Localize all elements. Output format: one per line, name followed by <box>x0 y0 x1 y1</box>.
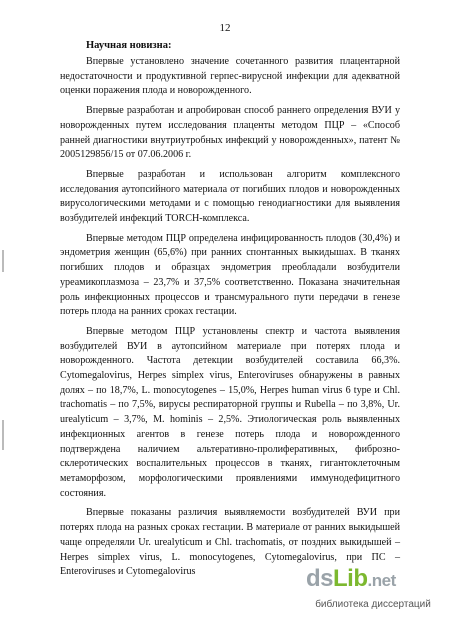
dslib-subtitle: библиотека диссертаций <box>315 599 431 610</box>
paragraph-3: Впервые разработан и использован алгоритм комплексного исследования аутопсийного материала от погибших плодов и новорожденных вирусологическими методами и с помощью генодиагностики для выявления возбудителей инфекций TORCH-комплекса. <box>60 168 400 225</box>
section-heading: Научная новизна: <box>86 40 172 51</box>
paragraph-1: Впервые установлено значение сочетанного развития плацентарной недостаточности и продуктивной герпес-вирусной инфекции для адекватной оценки поражения плода и новорожденного. <box>60 56 400 97</box>
paragraph-2: Впервые разработан и апробирован способ раннего определения ВУИ у новорожденных путем исследования плаценты методом ПЦР – «Способ ранней диагностики внутриутробных инфекций у новорожденных», патент № 2005129856/15 от 07.06.2006 г. <box>60 105 400 161</box>
paragraph-5: Впервые методом ПЦР установлены спектр и частота выявления возбудителей ВУИ в аутопсийном материале при потерях плода и новорожденного. Частота детекции возбудителей составила 66,3%. Cytomegalovirus, Herpes simplex virus, Enteroviruses обнаружены в равных долях – по 18,7%, L. monocytogenes – 15,0%, Herpes human virus 6 type и Chl. trachomatis – по 7,5%, вирусы респираторной группы и Rubella – по 3,8%, Ur. urealyticum – 3,7%, M. hominis – 2,5%. Этиологическая роль выявленных инфекционных агентов в генезе потерь плода и новорожденного подтверждена наличием альтеративно-пролиферативных, фиброзно-склеротических воспалительных процессов в тканях, гигантоклеточным метаморфозом, морфологическими проявлениями иммунодефицитного состояния. <box>60 325 400 499</box>
document-body <box>60 40 400 585</box>
scan-edge-mark <box>2 250 4 272</box>
scan-edge-mark <box>2 420 4 450</box>
dslib-watermark[interactable] <box>298 563 448 615</box>
paragraph-4: Впервые методом ПЦР определена инфицированность плодов (30,4%) и эндометрия женщин (65,6%) при ранних спонтанных выкидышах. В тканях погибших плодов и образцах эндометрия преобладали возбудители уреамикоплазмоза – 23,7% и 37,5% соответственно. Показана значительная роль инфекционных процессов и трансмурального пути передачи в генезе потерь плода на ранних сроках гестации. <box>60 232 400 318</box>
page-number: 12 <box>219 22 231 34</box>
paragraph-6: Впервые показаны различия выявляемости возбудителей ВУИ при потерях плода на разных сроках гестации. В материале от ранних выкидышей чаще определяли Ur. urealyticum и Chl. trachomatis, от поздних выкидышей – Herpes simplex virus, L. monocytogenes, Cytomegalovirus, при ПС – Enteroviruses и Cytomegalovirus <box>60 507 400 578</box>
dslib-logo: dsLib.net <box>306 565 396 592</box>
